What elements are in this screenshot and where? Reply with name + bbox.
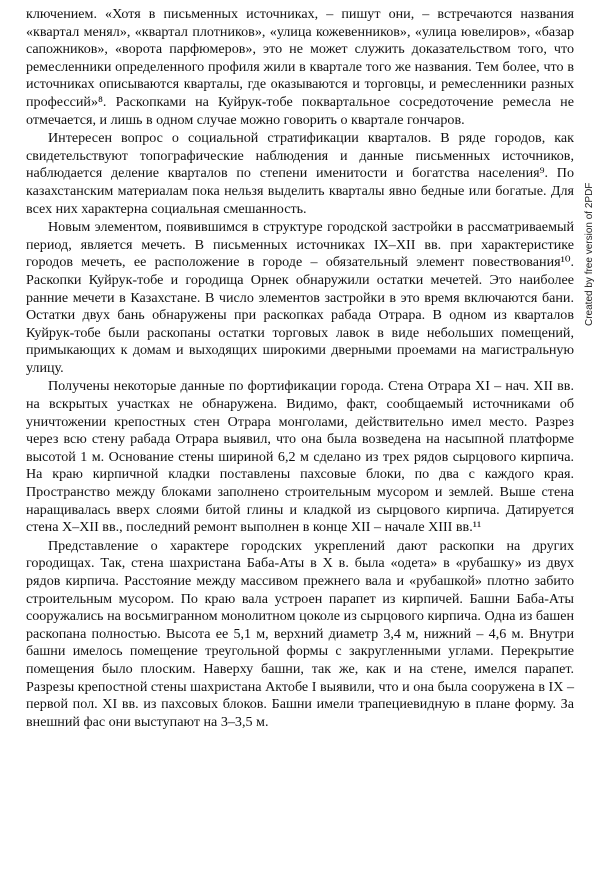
paragraph-2: Интересен вопрос о социальной стратификации кварталов. В ряде городов, как свидетельствуют топографические наблюдения и данные письменных источников, наблюдается деление кварталов по степени именитости и богатства населения⁹. По казахстанским материалам пока нельзя выделить кварталы явно бедные или богатые. Для всех них характерна социальная смешанность.	[26, 130, 574, 217]
document-page	[26, 6, 574, 731]
paragraph-5: Представление о характере городских укреплений дают раскопки на других городищах. Так, стена шахристана Баба-Аты в X в. была «одета» в «рубашку» из двух рядов кирпича. Расстояние между массивом прежнего вала и «рубашкой» плотно забито строительным мусором. По краю вала устроен парапет из кирпичей. Башни Баба-Аты сооружались на восьмигранном монолитном цоколе из сырцового кирпича. Одна из башен раскопана полностью. Высота ее 5,1 м, верхний диаметр 3,4 м, нижний – 4,6 м. Внутри башни имелось помещение треугольной формы с закругленными углами. Перекрытие помещения было плоским. Наверху башни, так же, как и на стене, имелся парапет. Разрезы крепостной стены шахристана Актобе I выявили, что и она была сооружена в IX – первой пол. XI вв. из пахсовых блоков. Башни имели трапециевидную в плане форму. За внешний фас они выступают на 3–3,5 м.	[26, 537, 574, 730]
paragraph-3: Новым элементом, появившимся в структуре городской застройки в рассматриваемый период, является мечеть. В письменных источниках IX–XII вв. при характеристике городов мечеть, ее расположение в городе – обязательный элемент повествования¹⁰. Раскопки Куйрук-тобе и городища Орнек обнаружили остатки мечетей. Это наиболее ранние мечети в Казахстане. В число элементов застройки в это время включаются бани. Остатки двух бань обнаружены при раскопках рабада Отрара. В одном из кварталов Куйрук-тобе были раскопаны остатки торговых лавок в виде небольших помещений, примыкающих к домам и выходящих широкими дверными проемами на магистральную улицу.	[26, 219, 574, 376]
paragraph-4: Получены некоторые данные по фортификации города. Стена Отрара XI – нач. XII вв. на вскрытых участках не обнаружена. Видимо, факт, сообщаемый источниками об уничтожении крепостных стен Отрара монголами, действительно имел место. Разрез через всю стену рабада Отрара выявил, что она была возведена на насыпной платформе высотой 1 м. Основание стены шириной 6,2 м сделано из трех рядов сырцового кирпича. На краю кирпичной кладки поставлены пахсовые блоки, по два с каждого края. Пространство между блоками заполнено строительным мусором и землей. Выше стена наращивалась вверх слоями битой глины и кладкой из сырцового кирпича. Датируется стена X–XII вв., последний ремонт выполнен в конце XII – начале XIII вв.¹¹	[26, 378, 574, 536]
watermark-text: Created by free version of 2PDF	[584, 182, 595, 326]
paragraph-1: ключением. «Хотя в письменных источниках, – пишут они, – встречаются названия «квартал менял», «квартал плотников», «улица кожевенников», «улица ювелиров», «базар сапожников», «ворота парфюмеров», это не может служить доказательством того, что ремесленники определенного профиля жили в квартале того же названия. Тем более, что в источниках описываются кварталы, где оказываются и торговцы, и ремесленники разных профессий»⁸. Раскопками на Куйрук-тобе поквартальное сосредоточение ремесла не отмечается, и лишь в одном случае можно говорить о квартале гончаров.	[26, 6, 574, 128]
